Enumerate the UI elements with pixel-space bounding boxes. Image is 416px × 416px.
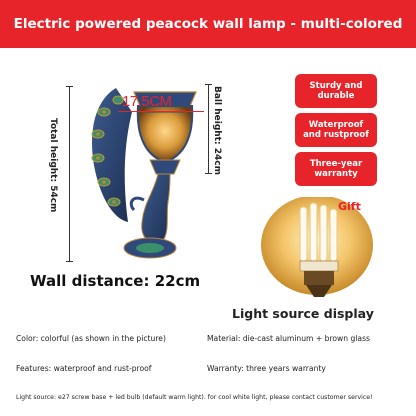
globe-width-dimension-line [118, 111, 204, 112]
feature-badge-sturdy [295, 74, 377, 108]
spec-material: Material: die-cast aluminum + brown glass [207, 334, 370, 343]
globe-width-label: 17.5CM [122, 93, 172, 110]
feature-badge-waterproof [295, 113, 377, 147]
spec-features: Features: waterproof and rust-proof [16, 364, 152, 373]
spec-warranty: Warranty: three years warranty [207, 364, 326, 373]
feature-label: Three-year warranty [309, 158, 363, 179]
total-height-label: Total height: 54cm [48, 118, 58, 213]
spec-color: Color: colorful (as shown in the picture) [16, 334, 166, 343]
wall-distance-label: Wall distance: 22cm [30, 272, 201, 290]
gift-label: Gift [338, 200, 361, 213]
feature-label: Sturdy and durable [309, 80, 363, 101]
feature-badge-warranty [295, 152, 377, 186]
light-source-caption: Light source display [232, 306, 374, 321]
title-banner [0, 0, 416, 48]
total-height-dimension-line [66, 86, 74, 262]
ball-height-label: Ball height: 24cm [212, 86, 222, 175]
feature-label: Waterproof and rustproof [303, 119, 369, 140]
page-title: Electric powered peacock wall lamp - multi-colored [13, 16, 403, 32]
light-source-note: Light source: e27 screw base + led bulb (default warm light). for cool white light, please contact customer service! [16, 394, 373, 401]
